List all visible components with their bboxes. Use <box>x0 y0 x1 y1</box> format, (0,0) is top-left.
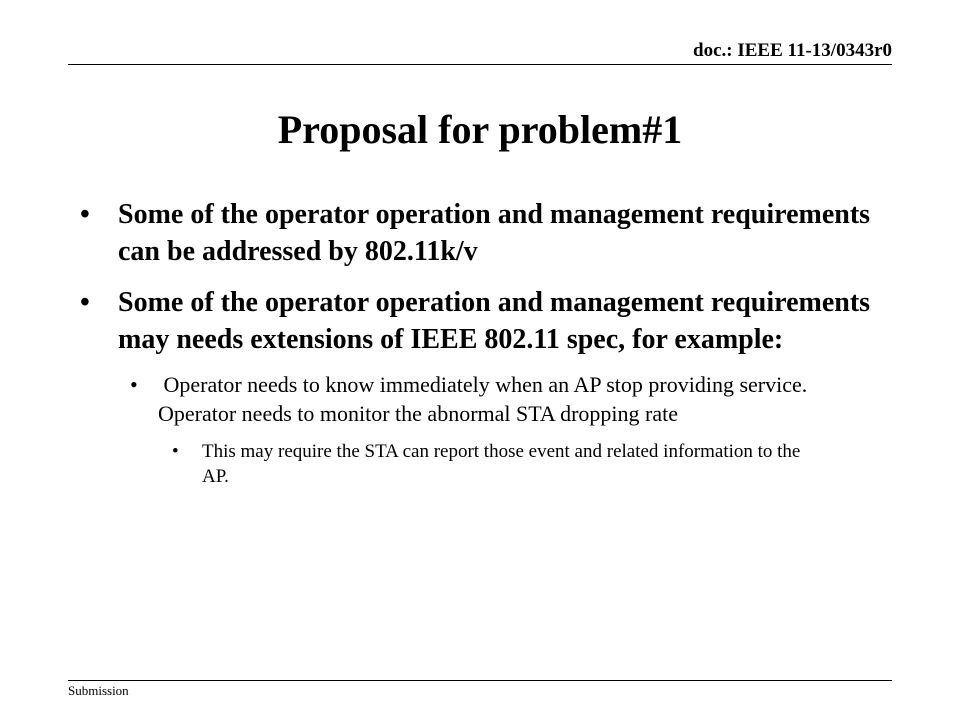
bullet-icon: • <box>130 372 138 397</box>
bullet-icon: • <box>172 441 179 462</box>
doc-id: doc.: IEEE 11-13/0343r0 <box>693 40 892 61</box>
slide-content <box>80 196 900 489</box>
bullet-text: Some of the operator operation and management requirements can be addressed by 802.11k/v <box>118 199 871 267</box>
sub-sub-bullet-text: This may require the STA can report those event and related information to the AP. <box>202 441 801 487</box>
bullet-icon: • <box>80 199 90 230</box>
bullet-item <box>80 196 900 270</box>
slide-title: Proposal for problem#1 <box>277 107 683 152</box>
bullet-text: Some of the operator operation and management requirements may needs extensions of IEEE 802.11 spec, for example: <box>118 287 871 355</box>
footer-divider <box>68 680 892 681</box>
sub-bullet-item <box>130 370 848 428</box>
sub-sub-bullet-item <box>172 439 812 489</box>
footer-label: Submission <box>68 683 129 698</box>
sub-bullet-text: Operator needs to know immediately when an AP stop providing service. Operator needs to monitor the abnormal STA dropping rate <box>158 372 813 426</box>
header-divider <box>68 64 892 65</box>
bullet-item <box>80 284 900 358</box>
bullet-icon: • <box>80 287 90 318</box>
